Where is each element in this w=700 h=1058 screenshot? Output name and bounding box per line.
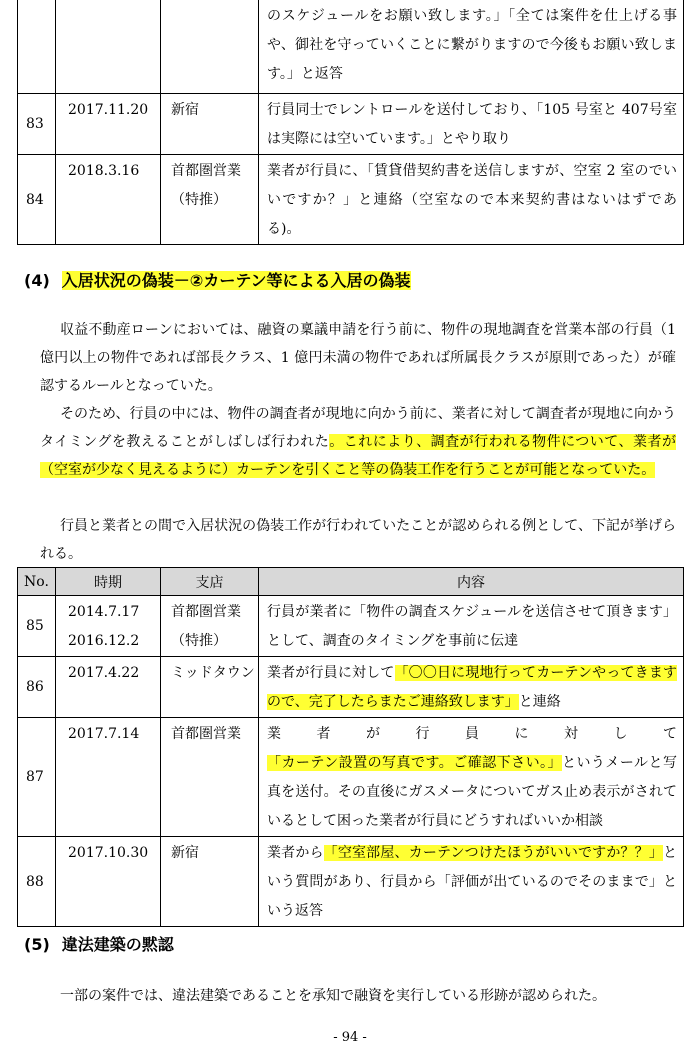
highlighted-text: 「〇〇日に現地行ってカーテンやってきますので、完了したらまたご連絡致します」: [267, 665, 677, 710]
row-no: 84: [18, 155, 56, 245]
table-row: [18, 718, 684, 837]
table-row: [18, 155, 684, 245]
row-no: 86: [18, 657, 56, 718]
row-content: 業者が行員に対して「カーテン設置の写真です。ご確認下さい。」というメールと写真を送付。その直後にガスメータについてガス止め表示がされているとして困った業者が行員にどうすればいいか相談: [259, 718, 684, 837]
section-title: 違法建築の黙認: [61, 935, 174, 954]
page-number: - 94 -: [333, 1030, 367, 1045]
row-date: 2018.3.16: [56, 155, 161, 245]
row-branch: [161, 0, 259, 94]
row-date: 2017.4.22: [56, 657, 161, 718]
row-branch: 新宿: [161, 94, 259, 155]
row-content: 行員が業者に「物件の調査スケジュールを送信させて頂きます」として、調査のタイミングを事前に伝達: [259, 596, 684, 657]
row-content: 行員同士でレントロールを送付しており、「105 号室と 407号室は実際には空いています。」とやり取り: [259, 94, 684, 155]
highlighted-text: 「空室部屋、カーテンつけたほうがいいですか？？」: [323, 845, 663, 861]
row-no: 83: [18, 94, 56, 155]
section-4-paragraph-2: そのため、行員の中には、物件の調査者が現地に向かう前に、業者に対して調査者が現地に向かうタイミングを教えることがしばしば行われた。これにより、調査が行われる物件について、業者が（空室が少なく見えるように）カーテンを引くこと等の偽装工作を行うことが可能となっていた。: [40, 406, 676, 478]
section-4-paragraph-3: 行員と業者との間で入居状況の偽装工作が行われていたことが認められる例として、下記が挙げられる。: [40, 518, 676, 562]
row-date: 2017.11.20: [56, 94, 161, 155]
header-branch: 支店: [161, 568, 259, 596]
table-row: [18, 94, 684, 155]
header-date: 時期: [56, 568, 161, 596]
section-4-paragraph-1: 収益不動産ローンにおいては、融資の稟議申請を行う前に、物件の現地調査を営業本部の行員（1 億円以上の物件であれば部長クラス、1 億円未満の物件であれば所属長クラスが原則であった）が確認するルールとなっていた。: [40, 322, 676, 394]
highlighted-text: 「カーテン設置の写真です。ご確認下さい。」: [267, 755, 562, 771]
row-no: 85: [18, 596, 56, 657]
table-row: [18, 0, 684, 94]
table-row: [18, 657, 684, 718]
top-case-table: [17, 0, 684, 245]
row-date: 2017.10.30: [56, 837, 161, 927]
section-number: (4): [24, 271, 50, 290]
row-branch: ミッドタウン: [161, 657, 259, 718]
row-date: 2014.7.17 2016.12.2: [56, 596, 161, 657]
row-date: 2017.7.14: [56, 718, 161, 837]
row-no: 87: [18, 718, 56, 837]
table-row: [18, 596, 684, 657]
table-row: [18, 837, 684, 927]
header-no: No.: [18, 568, 56, 596]
case-table: [17, 567, 684, 927]
header-content: 内容: [259, 568, 684, 596]
section-5-heading: [24, 932, 174, 955]
row-no: 88: [18, 837, 56, 927]
section-title: 入居状況の偽装－②カーテン等による入居の偽装: [61, 271, 411, 290]
row-branch: 首都圏営業（特推）: [161, 596, 259, 657]
row-date: [56, 0, 161, 94]
section-number: (5): [24, 935, 50, 954]
row-content: のスケジュールをお願い致します。」「全ては案件を仕上げる事や、御社を守っていくことに繋がりますので今後もお願い致します。」と返答: [259, 0, 684, 94]
row-branch: 首都圏営業（特推）: [161, 155, 259, 245]
row-content: 業者が行員に対して「〇〇日に現地行ってカーテンやってきますので、完了したらまたご連絡致します」と連絡: [259, 657, 684, 718]
row-branch: 新宿: [161, 837, 259, 927]
section-4-heading: [24, 268, 411, 291]
table-header-row: [18, 568, 684, 596]
row-content: 業者が行員に、「賃貸借契約書を送信しますが、空室 2 室のでいいですか？」と連絡（空室なので本来契約書はないはずである)。: [259, 155, 684, 245]
row-no: [18, 0, 56, 94]
row-content: 業者から「空室部屋、カーテンつけたほうがいいですか？？」という質問があり、行員から「評価が出ているのでそのままで」という返答: [259, 837, 684, 927]
section-5-paragraph-1: 一部の案件では、違法建築であることを承知で融資を実行している形跡が認められた。: [60, 988, 606, 1004]
row-branch: 首都圏営業: [161, 718, 259, 837]
highlighted-text: 。これにより、調査が行われる物件について、業者が（空室が少なく見えるように）カーテンを引くこと等の偽装工作を行うことが可能となっていた。: [40, 434, 676, 478]
